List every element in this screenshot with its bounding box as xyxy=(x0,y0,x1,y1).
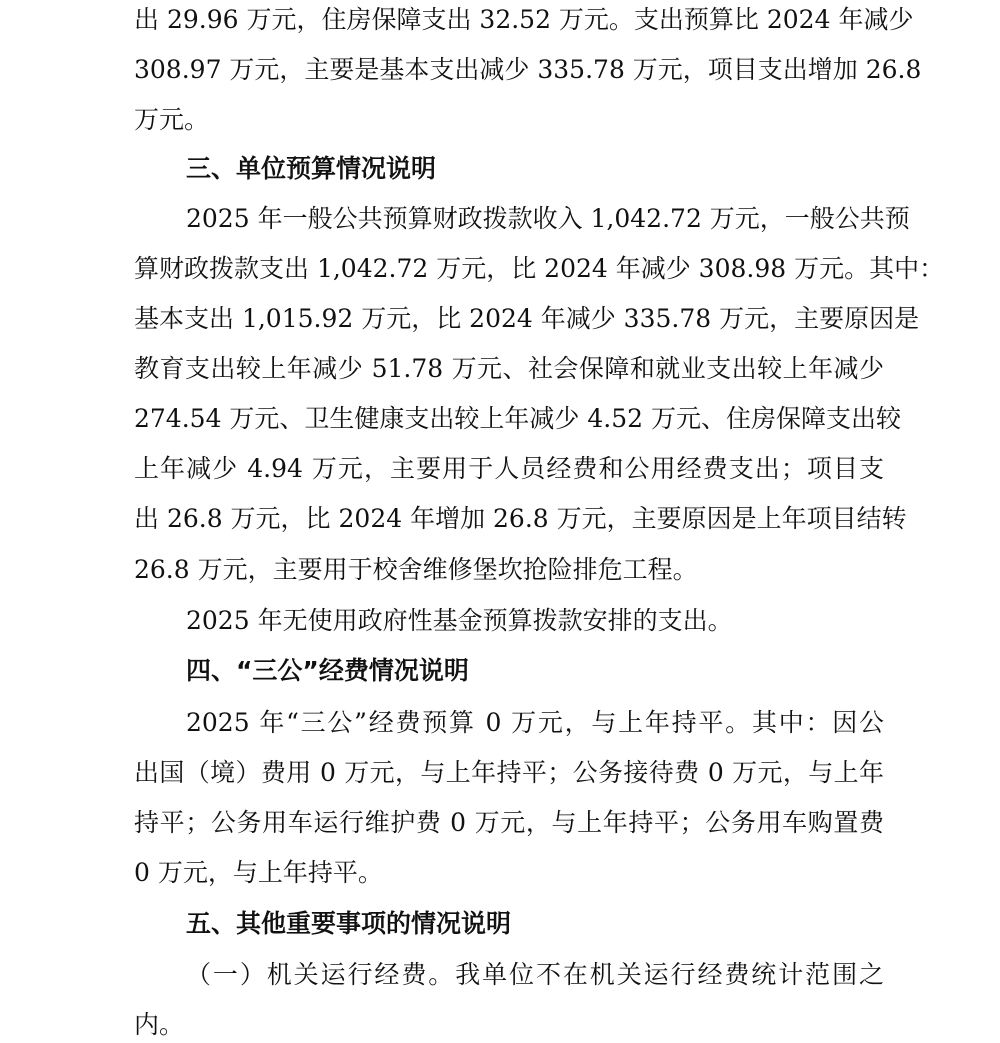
paragraph-line: 万元。 xyxy=(134,105,210,134)
section-heading-three-public: 四、“三公”经费情况说明 xyxy=(186,656,469,685)
paragraph-line: 2025 年“三公”经费预算 0 万元，与上年持平。其中：因公 xyxy=(186,708,884,737)
section-heading-unit-budget: 三、单位预算情况说明 xyxy=(186,154,437,183)
paragraph-line: 算财政拨款支出 1,042.72 万元，比 2024 年减少 308.98 万元。其中： xyxy=(134,254,945,283)
paragraph-line: （一）机关运行经费。我单位不在机关运行经费统计范围之 xyxy=(186,960,884,989)
paragraph-line: 2025 年一般公共预算财政拨款收入 1,042.72 万元，一般公共预 xyxy=(186,204,910,233)
paragraph-line: 274.54 万元、卫生健康支出较上年减少 4.52 万元、住房保障支出较 xyxy=(134,404,901,433)
paragraph-line: 26.8 万元，主要用于校舍维修堡坎抢险排危工程。 xyxy=(134,555,698,584)
paragraph-line: 持平；公务用车运行维护费 0 万元，与上年持平；公务用车购置费 xyxy=(134,808,884,837)
paragraph-line: 2025 年无使用政府性基金预算拨款安排的支出。 xyxy=(186,606,733,635)
paragraph-line: 出 26.8 万元，比 2024 年增加 26.8 万元，主要原因是上年项目结转 xyxy=(134,504,907,533)
section-heading-other-matters: 五、其他重要事项的情况说明 xyxy=(186,909,512,938)
paragraph-line: 基本支出 1,015.92 万元，比 2024 年减少 335.78 万元，主要原因是 xyxy=(134,304,920,333)
paragraph-line: 308.97 万元，主要是基本支出减少 335.78 万元，项目支出增加 26.8 xyxy=(134,55,922,84)
paragraph-line: 内。 xyxy=(134,1010,185,1039)
paragraph-line: 出国（境）费用 0 万元，与上年持平；公务接待费 0 万元，与上年 xyxy=(134,758,884,787)
paragraph-line: 出 29.96 万元，住房保障支出 32.52 万元。支出预算比 2024 年减少 xyxy=(134,5,914,34)
paragraph-line: 0 万元，与上年持平。 xyxy=(134,858,383,887)
paragraph-line: 教育支出较上年减少 51.78 万元、社会保障和就业支出较上年减少 xyxy=(134,354,884,383)
paragraph-line: 上年减少 4.94 万元，主要用于人员经费和公用经费支出；项目支 xyxy=(134,454,884,483)
